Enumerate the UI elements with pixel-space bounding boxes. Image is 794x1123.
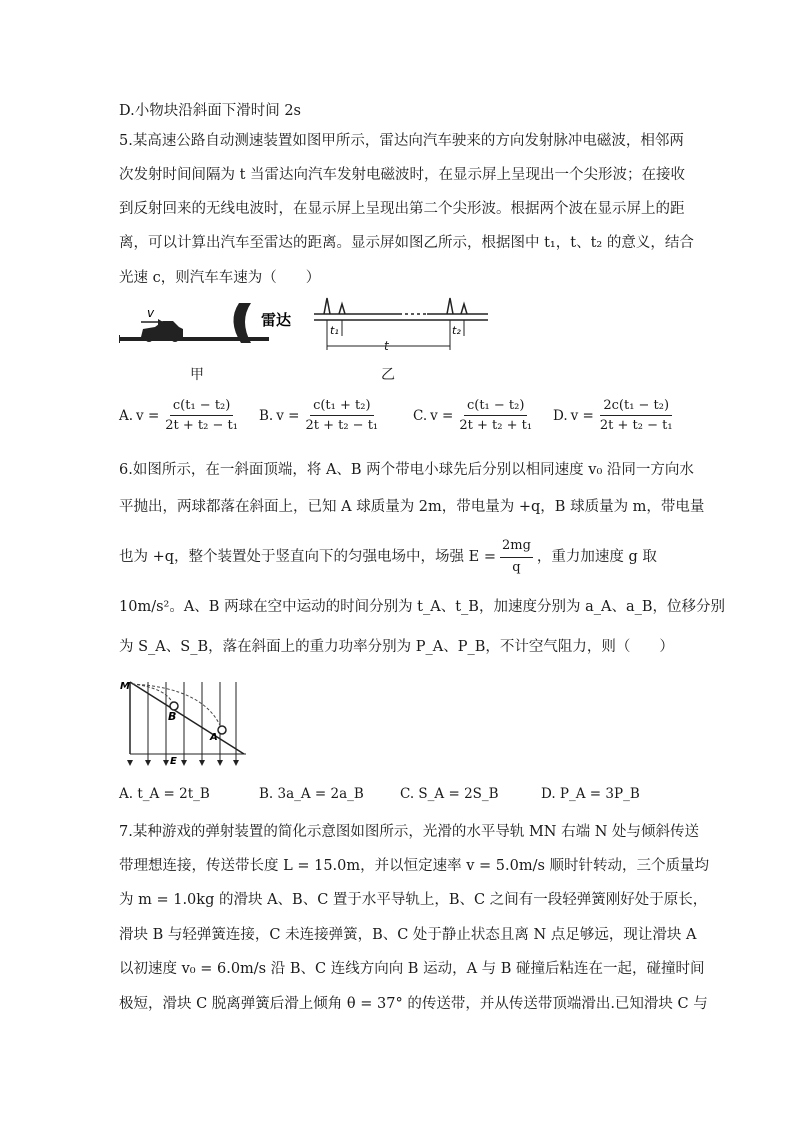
q7-line-6: 极短，滑块 C 脱离弹簧后滑上倾角 θ = 37° 的传送带，并从传送带顶端滑出.已知滑块 C 与: [119, 996, 708, 1012]
ball-b: [170, 702, 178, 710]
q6-option-c[interactable]: C. S_A = 2S_B: [400, 786, 499, 802]
option-label: C.: [413, 407, 428, 424]
option-numerator: c(t₁ − t₂): [170, 398, 233, 416]
caption-yi: 乙: [381, 367, 395, 383]
label-m: M: [120, 681, 130, 692]
caption-jia: 甲: [190, 367, 204, 383]
q5-option-b[interactable]: [259, 398, 378, 433]
q5-option-a[interactable]: [119, 398, 238, 433]
q6-line-3-text-a: 也为 +q，整个装置处于竖直向下的匀强电场中，场强 E =: [119, 549, 496, 565]
q7-line-2: 带理想连接，传送带长度 L = 15.0m，并以恒定速率 v = 5.0m/s 顺时针转动，三个质量均: [119, 858, 710, 874]
ball-a: [218, 726, 226, 734]
field-numerator: 2mg: [500, 536, 533, 558]
option-lhs: v =: [430, 407, 454, 424]
option-numerator: c(t₁ + t₂): [310, 398, 373, 416]
q5-option-c[interactable]: [413, 398, 532, 433]
option-denominator: 2t + t₂ + t₁: [459, 418, 533, 433]
option-denominator: 2t + t₂ − t₁: [599, 418, 673, 433]
q5-line-4: 离，可以计算出汽车至雷达的距离。显示屏如图乙所示，根据图中 t₁，t、t₂ 的意义，结合: [119, 235, 694, 251]
incline-field-figure: [116, 676, 258, 768]
q5-line-5: 光速 c，则汽车车速为（ ）: [119, 270, 321, 286]
option-denominator: 2t + t₂ − t₁: [165, 418, 238, 433]
option-lhs: v =: [570, 407, 594, 424]
q6-line-3: [119, 536, 657, 578]
velocity-label: v: [147, 306, 155, 320]
option-lhs: v =: [136, 407, 160, 424]
radar-screen-figure: [312, 292, 492, 362]
q6-option-d[interactable]: D. P_A = 3P_B: [541, 786, 640, 802]
q6-line-3-text-b: ，重力加速度 g 取: [536, 549, 657, 565]
q7-line-5: 以初速度 v₀ = 6.0m/s 沿 B、C 连线方向向 B 运动，A 与 B 碰撞后粘连在一起，碰撞时间: [119, 961, 705, 977]
q5-line-1: 5.某高速公路自动测速装置如图甲所示，雷达向汽车驶来的方向发射脉冲电磁波，相邻两: [119, 133, 684, 149]
q7-line-4: 滑块 B 与轻弹簧连接，C 未连接弹簧，B、C 处于静止状态且离 N 点足够远，现让滑块 A: [119, 927, 697, 943]
q6-line-5: 为 S_A、S_B，落在斜面上的重力功率分别为 P_A、P_B，不计空气阻力，则（ ）: [119, 639, 674, 655]
q7-line-1: 7.某种游戏的弹射装置的简化示意图如图所示，光滑的水平导轨 MN 右端 N 处与倾斜传送: [119, 824, 699, 840]
q4-option-d: D.小物块沿斜面下滑时间 2s: [119, 103, 301, 119]
q5-line-2: 次发射时间间隔为 t 当雷达向汽车发射电磁波时，在显示屏上呈现出一个尖形波；在接收: [119, 167, 686, 183]
radar-label: 雷达: [261, 311, 292, 329]
q6-option-b[interactable]: B. 3a_A = 2a_B: [259, 786, 364, 802]
t2-label: t₂: [452, 324, 461, 337]
q6-option-a[interactable]: A. t_A = 2t_B: [119, 786, 210, 802]
option-lhs: v =: [276, 407, 300, 424]
field-denominator: q: [512, 560, 521, 575]
field-strength-fraction: [500, 536, 533, 578]
t1-label: t₁: [330, 324, 339, 337]
q6-line-2: 平抛出，两球都落在斜面上，已知 A 球质量为 2m，带电量为 +q，B 球质量为 m，带电量: [119, 499, 705, 515]
q5-option-d[interactable]: [553, 398, 673, 433]
option-numerator: 2c(t₁ − t₂): [600, 398, 672, 416]
q6-line-1: 6.如图所示，在一斜面顶端，将 A、B 两个带电小球先后分别以相同速度 v₀ 沿同一方向水: [119, 462, 694, 478]
option-denominator: 2t + t₂ − t₁: [305, 418, 379, 433]
label-a: A: [210, 732, 218, 743]
q6-line-4: 10m/s²。A、B 两球在空中运动的时间分别为 t_A、t_B，加速度分别为 a_A、a_B，位移分别: [119, 599, 725, 615]
label-b: B: [168, 710, 177, 723]
t-label: t: [384, 339, 389, 353]
label-e: E: [170, 756, 177, 767]
q5-line-3: 到反射回来的无线电波时，在显示屏上呈现出第二个尖形波。根据两个波在显示屏上的距: [119, 201, 685, 217]
option-numerator: c(t₁ − t₂): [464, 398, 527, 416]
option-label: A.: [119, 407, 134, 424]
q7-line-3: 为 m = 1.0kg 的滑块 A、B、C 置于水平导轨上，B、C 之间有一段轻弹簧刚好处于原长，: [119, 892, 708, 908]
option-label: D.: [553, 407, 568, 424]
option-label: B.: [259, 407, 274, 424]
car-radar-figure: [119, 295, 309, 357]
